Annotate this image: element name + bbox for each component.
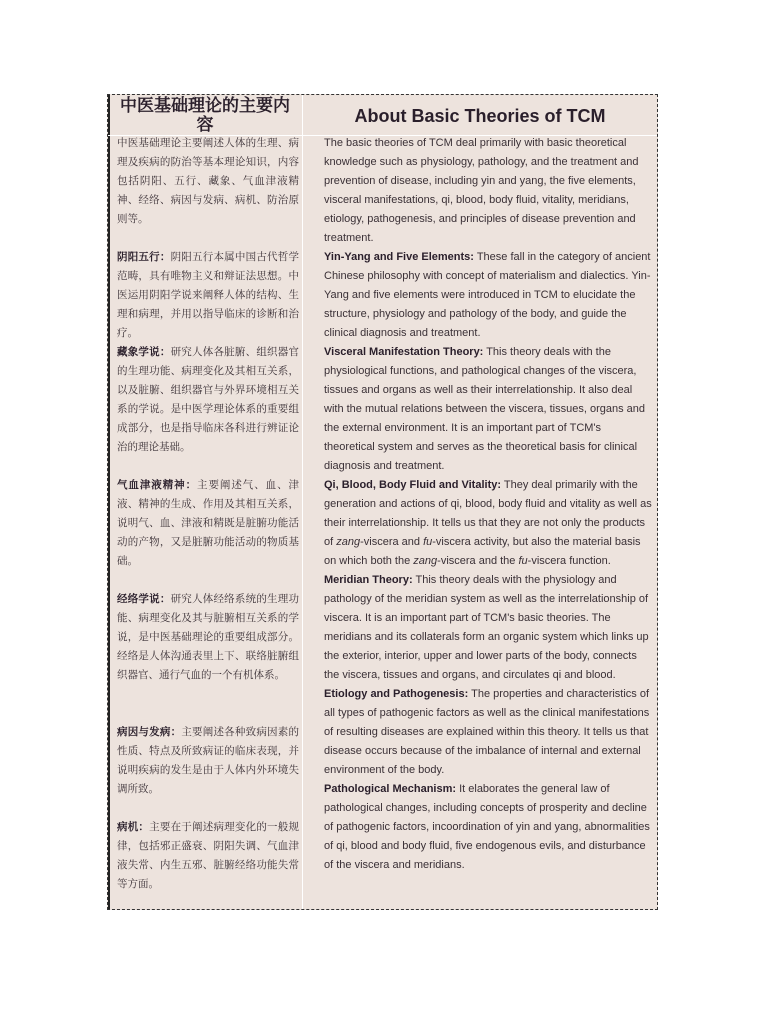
en-pathology: Pathological Mechanism: It elaborates the general law of pathological changes, including concepts of prosperity and decline of pathogenic factors, incoordination of yin and yang, abnormalities of qi, blood and body fluid, five endogenous evils, and disturbance of the viscera and meridians. [324,783,650,871]
chinese-header: 中医基础理论的主要内容 [120,96,290,135]
zh-intro: 中医基础理论主要阐述人体的生理、病理及疾病的防治等基本理论知识，内容包括阴阳、五行、藏象、气血津液精神、经络、病因与发病、病机、防治原则等。 [117,137,299,225]
en-visceral: Visceral Manifestation Theory: This theory deals with the physiological functions, and pathological changes of the viscera, tissues and organs as well as their interrelationship. It also deal with the mutual relations between the viscera, tissues, organs and the external environment. It is an important part of TCM's theoretical system and serves as the theoretical basis for clinical diagnosis and treatment. [324,346,646,472]
en-meridian: Meridian Theory: This theory deals with the physiology and pathology of the meridian system as well as the interrelationship of viscera. It is an important part of TCM's basic theories. The meridians and its collaterals form an organic system which links up the exterior, interior, upper and lower parts of the body, connects the viscera, tissues and organs, and circulates qi and blood. [324,574,649,681]
zh-qi-blood: 气血津液精神：主要阐述气、血、津液、精神的生成、作用及其相互关系，说明气、血、津液和精既是脏腑功能活动的产物，又是脏腑功能活动的物质基础。 [117,479,300,567]
en-intro: The basic theories of TCM deal primarily with basic theoretical knowledge such as physiology, pathology, and the treatment and prevention of disease, including yin and yang, the five elements, visceral manifestations, qi, blood, body fluid, vitality, meridians, etiology, pathogenesis, and principles of disease prevention and treatment. [324,137,639,244]
en-etiology: Etiology and Pathogenesis: The properties and characteristics of all types of pathogenic factors as well as the clinical manifestations of resulting diseases are explained within this theory. It tells us that disease occurs because of the imbalance of internal and external environment of the body. [324,688,650,776]
bilingual-table [107,94,658,910]
zh-meridian: 经络学说：研究人体经络系统的生理功能、病理变化及其与脏腑相互关系的学说，是中医基础理论的重要组成部分。经络是人体沟通表里上下、联络脏腑组织器官、通行气血的一个有机体系。 [117,593,299,681]
zh-etiology: 病因与发病：主要阐述各种致病因素的性质、特点及所致病证的临床表现，并说明疾病的发生是由于人体内外环境失调所致。 [117,726,299,795]
english-header: About Basic Theories of TCM [354,105,606,126]
zh-yin-yang: 阴阳五行：阴阳五行本属中国古代哲学范畴，具有唯物主义和辩证法思想。中医运用阴阳学说来阐释人体的结构、生理和病理，并用以指导临床的诊断和治疗。 [117,251,299,339]
en-yin-yang: Yin-Yang and Five Elements: These fall in the category of ancient Chinese philosophy with concept of materialism and dialectics. Yin-Yang and five elements were introduced in TCM to elucidate the structure, physiology and pathology of the body, and guide the clinical diagnosis and treatment. [324,251,651,339]
en-qi-blood: Qi, Blood, Body Fluid and Vitality: They deal primarily with the generation and actions of qi, blood, body fluid and vitality as well as their interrelationship. It tells us that they are not only the products of zang-viscera and fu-viscera activity, but also the material basis on which both the zang-viscera and the fu-viscera function. [324,479,652,567]
zh-pathology: 病机：主要在于阐述病理变化的一般规律，包括邪正盛衰、阴阳失调、气血津液失常、内生五邪、脏腑经络功能失常等方面。 [117,821,299,890]
english-column [324,134,654,875]
zh-visceral: 藏象学说：研究人体各脏腑、组织器官的生理功能、病理变化及其相互关系，以及脏腑、组织器官与外界环境相互关系的学说。是中医学理论体系的重要组成部分，也是指导临床各科进行辨证论治的理论基础。 [117,346,299,453]
